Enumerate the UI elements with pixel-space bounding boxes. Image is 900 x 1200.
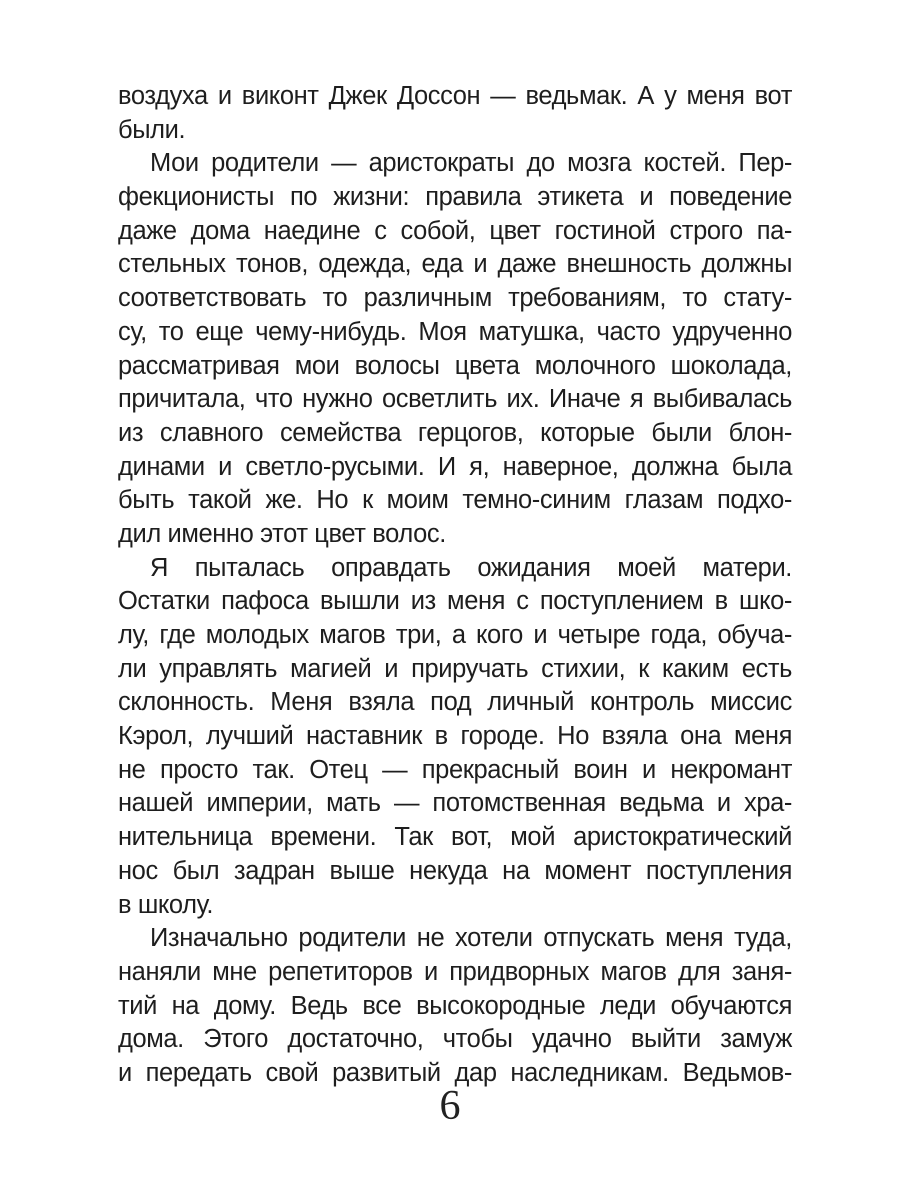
text-line: Изначально родители не хотели отпускать меня туда, xyxy=(150,924,792,953)
text-line: стельных тонов, одежда, еда и даже внешность должны xyxy=(118,250,792,279)
text-line: в школу. xyxy=(118,890,214,919)
text-line: склонность. Меня взяла под личный контроль миссис xyxy=(118,688,792,717)
text-line: тий на дому. Ведь все высокородные леди обучаются xyxy=(118,991,792,1020)
text-line: и передать свой развитый дар наследникам. Ведьмов- xyxy=(118,1058,792,1087)
text-line: из славного семейства герцогов, которые были блон- xyxy=(118,418,792,447)
text-line: соответствовать то различным требованиям, то стату- xyxy=(118,284,792,313)
text-line: динами и светло-русыми. И я, наверное, должна была xyxy=(118,452,792,481)
text-line: были. xyxy=(118,115,186,144)
page-body-text xyxy=(118,80,792,1091)
text-line: дома. Этого достаточно, чтобы удачно выйти замуж xyxy=(118,1025,792,1054)
text-line: Остатки пафоса вышли из меня с поступлением в шко- xyxy=(118,587,792,616)
text-line: нительница времени. Так вот, мой аристократический xyxy=(118,823,792,852)
text-line: причитала, что нужно осветлить их. Иначе я выбивалась xyxy=(118,385,792,414)
text-line: лу, где молодых магов три, а кого и четыре года, обуча- xyxy=(118,621,792,649)
text-line: рассматривая мои волосы цвета молочного шоколада, xyxy=(118,351,792,380)
text-line: фекционисты по жизни: правила этикета и поведение xyxy=(118,183,792,212)
text-line: наняли мне репетиторов и придворных магов для заня- xyxy=(118,957,792,986)
text-line: воздуха и виконт Джек Доссон — ведьмак. А у меня вот xyxy=(118,82,792,110)
text-line: су, то еще чему-нибудь. Моя матушка, часто удрученно xyxy=(118,317,792,346)
text-line: нос был задран выше некуда на момент поступления xyxy=(118,856,792,885)
text-line: Я пыталась оправдать ожидания моей матери. xyxy=(150,553,792,582)
text-line: быть такой же. Но к моим темно-синим глазам подхо- xyxy=(118,486,792,515)
text-line: даже дома наедине с собой, цвет гостиной строго па- xyxy=(118,216,792,245)
text-line: дил именно этот цвет волос. xyxy=(118,519,446,548)
text-line: не просто так. Отец — прекрасный воин и некромант xyxy=(118,755,792,784)
text-line: ли управлять магией и приручать стихии, к каким есть xyxy=(118,654,792,683)
page-number: 6 xyxy=(439,1083,461,1129)
text-line: Кэрол, лучший наставник в городе. Но взяла она меня xyxy=(118,722,792,751)
text-line: нашей империи, мать — потомственная ведьма и хра- xyxy=(118,789,792,818)
text-line: Мои родители — аристократы до мозга костей. Пер- xyxy=(150,149,792,178)
